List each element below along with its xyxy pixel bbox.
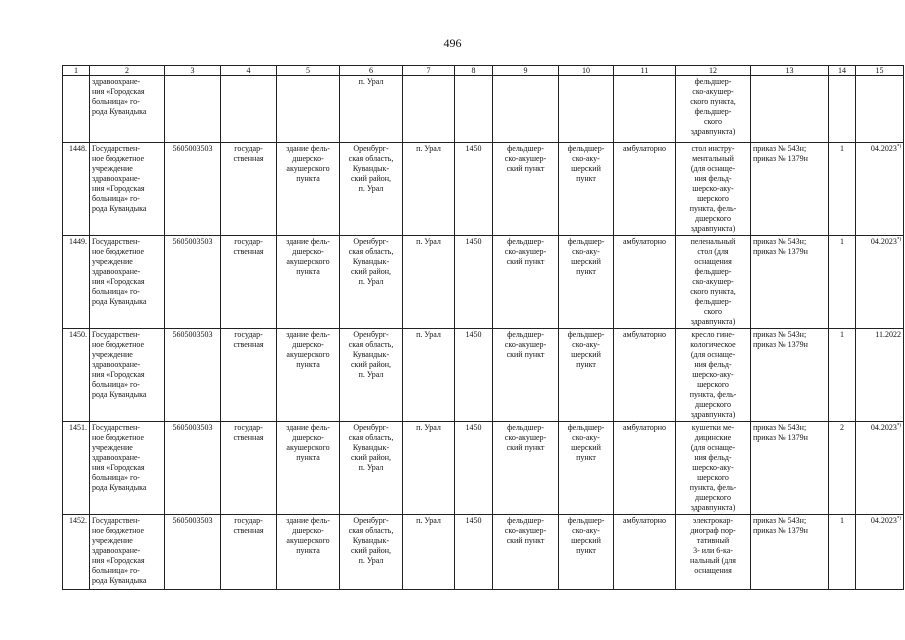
cell-text: Государствен- ное бюджетное учреждение здравоохране- ния «Городская больница» го- рода Кувандыка — [92, 144, 147, 213]
cell-c5 — [277, 329, 340, 422]
cell-c1 — [63, 236, 90, 329]
cell-text: 04.2023 — [870, 423, 897, 432]
cell-c12 — [676, 143, 751, 236]
cell-c13 — [751, 329, 829, 422]
cell-text: 5605003503 — [172, 516, 213, 525]
cell-text: государ- ственная — [233, 423, 264, 442]
cell-text: п. Урал — [416, 237, 441, 246]
cell-text: здание фель- дшерско- акушерского пункта — [286, 423, 330, 462]
cell-text: 1 — [840, 516, 844, 525]
page-number: 496 — [443, 36, 462, 50]
cell-c11 — [614, 515, 676, 590]
header-cell: 15 — [856, 66, 904, 76]
cell-text: фельдшер- ско-акушер- ский пункт — [504, 330, 547, 359]
cell-text: государ- ственная — [233, 516, 264, 535]
cell-text: 1 — [840, 330, 844, 339]
cell-c2 — [90, 329, 165, 422]
cell-text: амбулаторно — [622, 330, 667, 339]
cell-text: приказ № 543н; приказ № 1379н — [753, 144, 808, 163]
cell-c15 — [856, 422, 904, 515]
table-row — [63, 422, 904, 515]
cell-c9 — [493, 76, 559, 143]
cell-c12 — [676, 236, 751, 329]
footnote-mark: *) — [896, 144, 901, 150]
table-row — [63, 236, 904, 329]
footnote-mark: *) — [896, 423, 901, 429]
cell-text: 1451. — [69, 423, 87, 432]
cell-c6 — [340, 143, 403, 236]
cell-text: здание фель- дшерско- акушерского пункта — [286, 144, 330, 183]
cell-text: Оренбург- ская область, Кувандык- ский район, п. Урал — [348, 516, 394, 565]
cell-c6 — [340, 236, 403, 329]
cell-c10 — [559, 515, 614, 590]
cell-text: здание фель- дшерско- акушерского пункта — [286, 516, 330, 555]
cell-text: приказ № 543н; приказ № 1379н — [753, 516, 808, 535]
cell-c11 — [614, 329, 676, 422]
cell-text: амбулаторно — [622, 423, 667, 432]
cell-text: 1 — [840, 237, 844, 246]
header-row — [63, 66, 904, 76]
cell-c7 — [403, 236, 455, 329]
cell-text: фельдшер- ско-акушер- ского пункта, фельдшер- ского здравпункта) — [690, 77, 736, 136]
cell-c1 — [63, 329, 90, 422]
table-row — [63, 143, 904, 236]
header-cell: 10 — [559, 66, 614, 76]
cell-c14 — [829, 422, 856, 515]
header-cell: 13 — [751, 66, 829, 76]
header-cell: 5 — [277, 66, 340, 76]
header-cell: 12 — [676, 66, 751, 76]
cell-c12 — [676, 422, 751, 515]
cell-c6 — [340, 76, 403, 143]
cell-text: 5605003503 — [172, 237, 213, 246]
cell-text: пеленальный стол (для оснащения фельдшер- ско-акушер- ского пункта, фельдшер- ского здравпункта) — [690, 237, 736, 326]
cell-text: государ- ственная — [233, 144, 264, 163]
cell-c9 — [493, 143, 559, 236]
cell-c14 — [829, 329, 856, 422]
cell-text: государ- ственная — [233, 237, 264, 256]
cell-c3 — [165, 236, 221, 329]
cell-text: 1449. — [69, 237, 87, 246]
cell-text: фельдшер- ско-акушер- ский пункт — [504, 144, 547, 173]
cell-text: здание фель- дшерско- акушерского пункта — [286, 237, 330, 276]
cell-c3 — [165, 515, 221, 590]
cell-text: 11.2022 — [875, 330, 901, 339]
cell-text: фельдшер- ско-акушер- ский пункт — [504, 423, 547, 452]
cell-c2 — [90, 76, 165, 143]
table-body — [63, 66, 904, 590]
cell-c7 — [403, 422, 455, 515]
cell-text: здание фель- дшерско- акушерского пункта — [286, 330, 330, 369]
cell-c12 — [676, 76, 751, 143]
cell-c8 — [455, 329, 493, 422]
cell-text: фельдшер- ско-аку- шерский пункт — [567, 237, 605, 276]
cell-text: фельдшер- ско-акушер- ский пункт — [504, 516, 547, 545]
header-cell: 4 — [221, 66, 277, 76]
cell-c9 — [493, 515, 559, 590]
table-row — [63, 76, 904, 143]
cell-text: 1450 — [465, 330, 482, 339]
cell-text: фельдшер- ско-аку- шерский пункт — [567, 144, 605, 183]
cell-text: п. Урал — [358, 77, 384, 86]
cell-c13 — [751, 76, 829, 143]
cell-c7 — [403, 143, 455, 236]
cell-c4 — [221, 76, 277, 143]
cell-c11 — [614, 236, 676, 329]
cell-text: амбулаторно — [622, 516, 667, 525]
cell-text: 1 — [840, 144, 844, 153]
cell-c14 — [829, 515, 856, 590]
header-cell: 9 — [493, 66, 559, 76]
cell-c4 — [221, 515, 277, 590]
cell-c8 — [455, 76, 493, 143]
header-cell: 2 — [90, 66, 165, 76]
cell-text: приказ № 543н; приказ № 1379н — [753, 330, 808, 349]
cell-text: здравоохране- ния «Городская больница» го- рода Кувандыка — [92, 77, 147, 116]
cell-c7 — [403, 76, 455, 143]
cell-c11 — [614, 422, 676, 515]
cell-c4 — [221, 236, 277, 329]
cell-text: приказ № 543н; приказ № 1379н — [753, 423, 808, 442]
cell-text: амбулаторно — [622, 237, 667, 246]
cell-c1 — [63, 143, 90, 236]
cell-c6 — [340, 515, 403, 590]
cell-c6 — [340, 329, 403, 422]
cell-c15 — [856, 76, 904, 143]
cell-c13 — [751, 236, 829, 329]
cell-c4 — [221, 422, 277, 515]
cell-c1 — [63, 422, 90, 515]
cell-c1 — [63, 515, 90, 590]
header-cell: 7 — [403, 66, 455, 76]
header-cell: 3 — [165, 66, 221, 76]
cell-text: 2 — [840, 423, 844, 432]
cell-c15 — [856, 236, 904, 329]
cell-text: Государствен- ное бюджетное учреждение здравоохране- ния «Городская больница» го- рода Кувандыка — [92, 516, 147, 585]
cell-text: Государствен- ное бюджетное учреждение здравоохране- ния «Городская больница» го- рода Кувандыка — [92, 330, 147, 399]
cell-text: фельдшер- ско-акушер- ский пункт — [504, 237, 547, 266]
cell-c7 — [403, 329, 455, 422]
cell-c7 — [403, 515, 455, 590]
cell-c8 — [455, 515, 493, 590]
cell-text: амбулаторно — [622, 144, 667, 153]
cell-c9 — [493, 329, 559, 422]
cell-c14 — [829, 143, 856, 236]
cell-c2 — [90, 422, 165, 515]
cell-c13 — [751, 422, 829, 515]
cell-c13 — [751, 143, 829, 236]
header-cell: 6 — [340, 66, 403, 76]
cell-text: п. Урал — [416, 330, 441, 339]
cell-c13 — [751, 515, 829, 590]
cell-text: стол инстру- ментальный (для оснаще- ния фельд- шерско-аку- шерского пункта, фель- дшерского здравпункта) — [689, 144, 737, 233]
table-row — [63, 329, 904, 422]
cell-c5 — [277, 236, 340, 329]
cell-c15 — [856, 143, 904, 236]
cell-text: 1448. — [69, 144, 87, 153]
cell-c2 — [90, 515, 165, 590]
cell-c3 — [165, 143, 221, 236]
cell-text: Оренбург- ская область, Кувандык- ский район, п. Урал — [348, 144, 394, 193]
cell-c2 — [90, 143, 165, 236]
cell-c5 — [277, 143, 340, 236]
cell-c1 — [63, 76, 90, 143]
cell-text: 1450. — [69, 330, 87, 339]
cell-c5 — [277, 422, 340, 515]
cell-c5 — [277, 76, 340, 143]
cell-c4 — [221, 329, 277, 422]
cell-text: фельдшер- ско-аку- шерский пункт — [567, 516, 605, 555]
footnote-mark: *) — [896, 237, 901, 243]
header-cell: 8 — [455, 66, 493, 76]
cell-text: Оренбург- ская область, Кувандык- ский район, п. Урал — [348, 330, 394, 379]
cell-c9 — [493, 422, 559, 515]
cell-c10 — [559, 76, 614, 143]
cell-text: электрокар- диограф пор- тативный 3- или 6-ка- нальный (для оснащения — [690, 516, 736, 575]
cell-text: фельдшер- ско-аку- шерский пункт — [567, 330, 605, 369]
cell-c14 — [829, 76, 856, 143]
cell-text: п. Урал — [416, 516, 441, 525]
cell-text: 5605003503 — [172, 330, 213, 339]
cell-c12 — [676, 329, 751, 422]
cell-c6 — [340, 422, 403, 515]
cell-c11 — [614, 76, 676, 143]
cell-text: Оренбург- ская область, Кувандык- ский район, п. Урал — [348, 423, 394, 472]
cell-text: 5605003503 — [172, 144, 213, 153]
header-cell: 11 — [614, 66, 676, 76]
cell-text: 1452. — [69, 516, 87, 525]
cell-text: Оренбург- ская область, Кувандык- ский район, п. Урал — [348, 237, 394, 286]
cell-c3 — [165, 329, 221, 422]
cell-c8 — [455, 236, 493, 329]
equipment-table — [62, 65, 904, 590]
cell-c12 — [676, 515, 751, 590]
header-cell: 1 — [63, 66, 90, 76]
cell-text: кушетки ме- дицинские (для оснаще- ния фельд- шерско-аку- шерского пункта, фель- дшерского здравпункта) — [689, 423, 737, 512]
footnote-mark: *) — [896, 516, 901, 522]
cell-c2 — [90, 236, 165, 329]
cell-c15 — [856, 329, 904, 422]
cell-text: 5605003503 — [172, 423, 213, 432]
cell-text: Государствен- ное бюджетное учреждение здравоохране- ния «Городская больница» го- рода Кувандыка — [92, 237, 147, 306]
cell-text: государ- ственная — [233, 330, 264, 349]
cell-c3 — [165, 76, 221, 143]
cell-c8 — [455, 143, 493, 236]
cell-c14 — [829, 236, 856, 329]
cell-text: 1450 — [465, 237, 482, 246]
cell-text: 1450 — [465, 516, 482, 525]
cell-c11 — [614, 143, 676, 236]
cell-c10 — [559, 329, 614, 422]
cell-text: п. Урал — [416, 144, 441, 153]
cell-c3 — [165, 422, 221, 515]
table-row — [63, 515, 904, 590]
cell-c8 — [455, 422, 493, 515]
cell-c5 — [277, 515, 340, 590]
cell-c15 — [856, 515, 904, 590]
cell-text: 1450 — [465, 144, 482, 153]
cell-c10 — [559, 236, 614, 329]
cell-c10 — [559, 422, 614, 515]
cell-text: кресло гине- кологическое (для оснаще- ния фельд- шерско-аку- шерского пункта, фель- дшерского здравпункта) — [689, 330, 737, 419]
cell-text: Государствен- ное бюджетное учреждение здравоохране- ния «Городская больница» го- рода Кувандыка — [92, 423, 147, 492]
cell-text: 04.2023 — [870, 516, 897, 525]
cell-c9 — [493, 236, 559, 329]
header-cell: 14 — [829, 66, 856, 76]
cell-text: 04.2023 — [870, 237, 897, 246]
cell-text: приказ № 543н; приказ № 1379н — [753, 237, 808, 256]
cell-c10 — [559, 143, 614, 236]
cell-text: п. Урал — [416, 423, 441, 432]
cell-c4 — [221, 143, 277, 236]
cell-text: фельдшер- ско-аку- шерский пункт — [567, 423, 605, 462]
cell-text: 04.2023 — [870, 144, 897, 153]
cell-text: 1450 — [465, 423, 482, 432]
